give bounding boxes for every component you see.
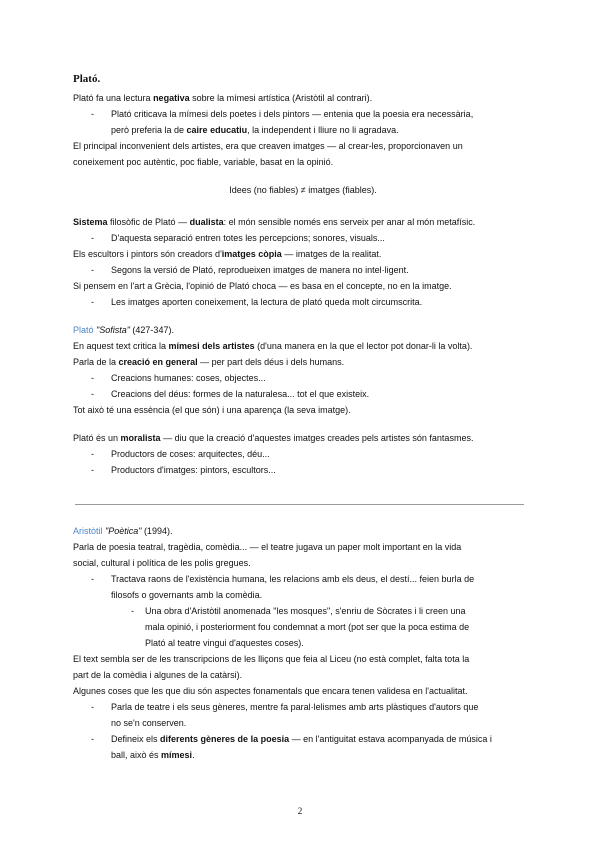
paragraph-theatre-line2: social, cultural i política de les polis gregues. — [73, 558, 251, 568]
paragraph-criticism: En aquest text critica la mímesi dels artistes (d'una manera en la que el lector pot donar-li la volta). — [73, 341, 473, 351]
bullet-dash: - — [91, 734, 94, 744]
bullet-dash: - — [91, 574, 94, 584]
paragraph-sculptors: Els escultors i pintors són creadors d'imatges còpia — imatges de la realitat. — [73, 249, 382, 259]
paragraph-inconvenient-line1: El principal inconvenient dels artistes, era que creaven imatges — al crear-les, proporcionaven un — [73, 141, 463, 151]
sub-bullet-mosques-line2: mala opinió, i posteriorment fou condemnat a mort (pot ser que la poca estima de — [145, 622, 470, 632]
bullet-dash: - — [91, 702, 94, 712]
paragraph-fundamental-aspects: Algunes coses que les que diu són aspectes fonamentals que encara tenen validesa en l'actualitat. — [73, 686, 468, 696]
bullet-dash: - — [91, 389, 94, 399]
page-number: 2 — [297, 806, 303, 816]
paragraph-moralist: Plató és un moralista — diu que la creació d'aquestes imatges creades pels artistes són fantasmes. — [73, 433, 474, 443]
sub-bullet-mosques-line3: Plató al teatre vingui d'aquestes coses). — [145, 638, 304, 648]
heading-poetica: Aristòtil "Poètica" (1994). — [73, 526, 173, 536]
bullet-god-creations: Creacions del déus: formes de la naturalesa... tot el que existeix. — [111, 389, 370, 399]
paragraph-essence: Tot això té una essència (el que són) i una aparença (la seva imatge). — [73, 405, 351, 415]
bullet-genres-line2: no se'n conserven. — [111, 718, 187, 728]
paragraph-dualist-system: Sistema filosòfic de Plató — dualista: el món sensible només ens serveix per anar al món metafísic. — [73, 217, 476, 227]
bullet-dash: - — [91, 297, 94, 307]
bullet-genres-line1: Parla de teatre i els seus gèneres, mentre fa paral·lelismes amb arts plàstiques d'autors que — [111, 702, 479, 712]
bullet-images-knowledge: Les imatges aporten coneixement, la lectura de plató queda molt circumscrita. — [111, 297, 423, 307]
bullet-poetry-genres-line2: ball, això és mímesi. — [111, 750, 195, 760]
sub-bullet-dash: - — [131, 606, 134, 616]
paragraph-transcriptions-line1: El text sembla ser de les transcripcions de les lliçons que feia al Liceu (no està complet, falta tota la — [73, 654, 470, 664]
bullet-poetry-line1: Plató criticava la mímesi dels poetes i dels pintors — entenia que la poesia era necessària, — [111, 109, 474, 119]
bullet-dash: - — [91, 465, 94, 475]
bullet-producers-images: Productors d'imatges: pintors, escultors... — [111, 465, 276, 475]
paragraph-transcriptions-line2: part de la comèdia i algunes de la catàrsi). — [73, 670, 243, 680]
paragraph-negative-reading: Plató fa una lectura negativa sobre la mímesi artística (Aristòtil al contrari). — [73, 93, 373, 103]
bullet-dash: - — [91, 233, 94, 243]
paragraph-greek-art: Si pensem en l'art a Grècia, l'opinió de Plató choca — es basa en el concepte, no en la imatge. — [73, 281, 452, 291]
paragraph-inconvenient-line2: coneixement poc autèntic, poc fiable, variable, basat en la opinió. — [73, 157, 334, 167]
bullet-human-existence-line1: Tractava raons de l'existència humana, les relacions amb els deus, el destí... feien burla de — [111, 574, 475, 584]
bullet-poetry-genres-line1: Defineix els diferents gèneres de la poesia — en l'antiguitat estava acompanyada de música i — [111, 734, 492, 744]
paragraph-theatre-line1: Parla de poesia teatral, tragèdia, comèdia... — el teatre jugava un paper molt important en la vida — [73, 542, 462, 552]
heading-sofista: Plató "Sofista" (427-347). — [73, 325, 174, 335]
section-title-plato: Plató. — [73, 73, 101, 85]
bullet-plato-version: Segons la versió de Plató, reprodueixen imatges de manera no intel·ligent. — [111, 265, 409, 275]
bullet-dash: - — [91, 449, 94, 459]
bullet-producers-things: Productors de coses: arquitectes, déu... — [111, 449, 270, 459]
bullet-dash: - — [91, 373, 94, 383]
bullet-poetry-line2: però preferia la de caire educatiu, la independent i lliure no li agradava. — [111, 125, 399, 135]
horizontal-divider — [75, 504, 524, 505]
bullet-human-existence-line2: filosofs o governants amb la comèdia. — [111, 590, 263, 600]
bullet-human-creations: Creacions humanes: coses, objectes... — [111, 373, 266, 383]
sub-bullet-mosques-line1: Una obra d'Aristòtil anomenada "les mosques", s'enriu de Sòcrates i li creen una — [145, 606, 466, 616]
bullet-dash: - — [91, 265, 94, 275]
paragraph-creation: Parla de la creació en general — per part dels déus i dels humans. — [73, 357, 345, 367]
bullet-perceptions: D'aquesta separació entren totes les percepcions; sonores, visuals... — [111, 233, 385, 243]
formula-ideas-images: Idees (no fiables) ≠ imatges (fiables). — [229, 185, 377, 195]
